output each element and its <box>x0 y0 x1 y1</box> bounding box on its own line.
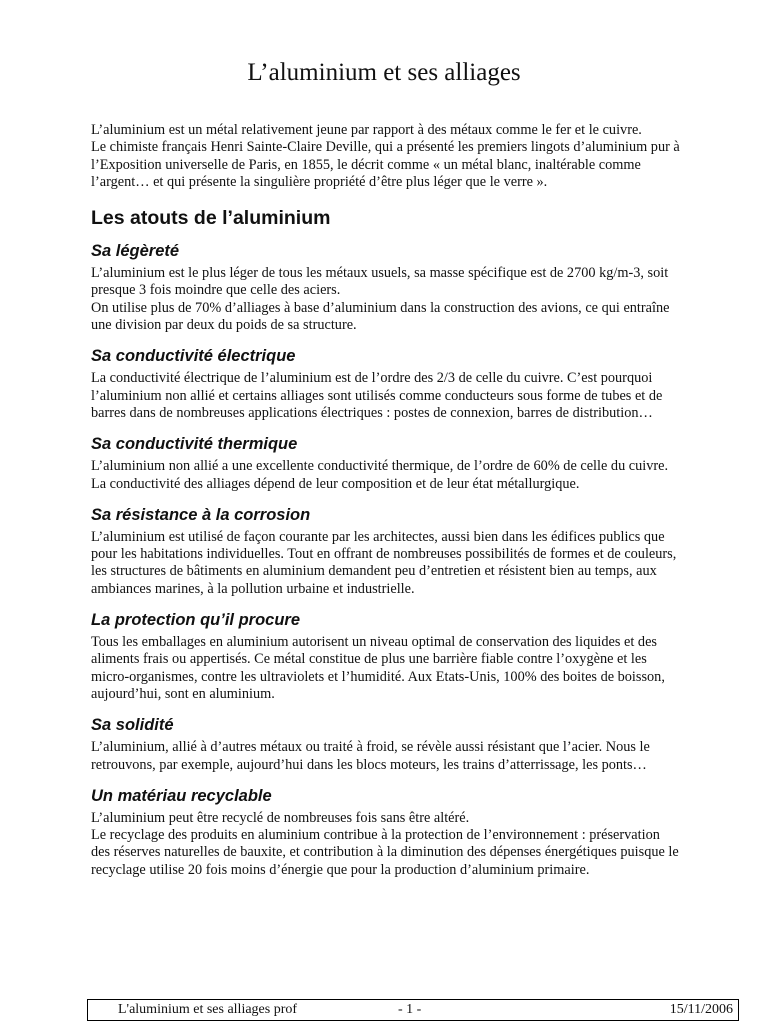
paragraph-line: L’aluminium est utilisé de façon courante par les architectes, aussi bien dans les édifices publics que <box>91 528 665 545</box>
intro-line: l’Exposition universelle de Paris, en 1855, le décrit comme « un métal blanc, inaltérable comme <box>91 156 641 173</box>
paragraph-line: La conductivité des alliages dépend de leur composition et de leur état métallurgique. <box>91 475 580 492</box>
paragraph-line: On utilise plus de 70% d’alliages à base d’aluminium dans la construction des avions, ce qui entraîne <box>91 299 670 316</box>
paragraph-line: pour les habitations individuelles. Tout en offrant de nombreuses possibilités de formes et de couleurs, <box>91 546 677 563</box>
footer-document-name: L'aluminium et ses alliages prof <box>118 1002 298 1017</box>
intro-line: l’argent… et qui présente la singulière propriété d’être plus léger que le verre ». <box>91 173 548 190</box>
section-heading: Sa conductivité thermique <box>91 435 298 454</box>
paragraph-line: L’aluminium est le plus léger de tous les métaux usuels, sa masse spécifique est de 2700 kg/m-3, soit <box>91 265 669 282</box>
section-legerete <box>91 241 741 334</box>
page-title: L’aluminium et ses alliages <box>247 59 521 86</box>
footer-page-number: - 1 - <box>398 1002 422 1017</box>
intro-line: L’aluminium est un métal relativement jeune par rapport à des métaux comme le fer et le cuivre. <box>91 122 642 138</box>
section-heading: Sa conductivité électrique <box>91 347 296 366</box>
footer-date: 15/11/2006 <box>669 1002 733 1017</box>
section-heading: Sa résistance à la corrosion <box>91 505 311 524</box>
intro-paragraph <box>91 122 741 191</box>
section-heading: La protection qu’il procure <box>91 611 301 630</box>
section-paragraph <box>91 370 741 422</box>
paragraph-line: micro-organismes, contre les ultraviolets et l’humidité. Aux Etats-Unis, 100% des boites de boisson, <box>91 668 665 685</box>
section-heading: Sa légèreté <box>91 242 180 261</box>
section-recyclable <box>91 786 741 879</box>
section-paragraph <box>91 739 741 774</box>
document-body <box>91 122 741 879</box>
page-footer <box>87 999 739 1021</box>
paragraph-line: L’aluminium non allié a une excellente conductivité thermique, de l’ordre de 60% de celle du cuivre. <box>91 458 669 475</box>
paragraph-line: des réserves naturelles de bauxite, et contribution à la diminution des dépenses énergétiques puisque le <box>91 844 679 861</box>
paragraph-line: L’aluminium peut être recyclé de nombreuses fois sans être altéré. <box>91 809 470 826</box>
section-paragraph <box>91 810 741 879</box>
paragraph-line: ambiances marines, à la pollution urbaine et industrielle. <box>91 580 415 597</box>
section-resistance-corrosion <box>91 505 741 598</box>
paragraph-line: La conductivité électrique de l’aluminium est de l’ordre des 2/3 de celle du cuivre. C’est pourquoi <box>91 370 653 387</box>
paragraph-line: L’aluminium, allié à d’autres métaux ou traité à froid, se révèle aussi résistant que l’acier. Nous le <box>91 739 650 756</box>
paragraph-line: barres dans de nombreuses applications électriques : postes de connexion, barres de distribution… <box>91 404 653 421</box>
paragraph-line: une division par deux du poids de sa structure. <box>91 317 357 334</box>
section-heading: Sa solidité <box>91 716 174 735</box>
section-solidite <box>91 715 741 774</box>
paragraph-line: les structures de bâtiments en aluminium demandent peu d’entretien et résistent bien au temps, aux <box>91 563 657 580</box>
paragraph-line: aujourd’hui, sont en aluminium. <box>91 685 275 702</box>
main-heading: Les atouts de l’aluminium <box>91 207 331 230</box>
paragraph-line: l’aluminium non allié et certains alliages sont utilisés comme conducteurs sous forme de tubes et de <box>91 387 663 404</box>
paragraph-line: Tous les emballages en aluminium autorisent un niveau optimal de conservation des liquides et des <box>91 634 657 651</box>
section-paragraph <box>91 529 741 598</box>
section-heading: Un matériau recyclable <box>91 786 272 805</box>
paragraph-line: aliments frais ou appertisés. Ce métal constitue de plus une barrière fiable contre l’oxygène et les <box>91 651 647 668</box>
section-protection <box>91 610 741 703</box>
intro-line: Le chimiste français Henri Sainte-Claire Deville, qui a présenté les premiers lingots d’aluminium pur à <box>91 139 680 156</box>
paragraph-line: recyclage utilise 20 fois moins d’énergie que pour la production d’aluminium primaire. <box>91 861 590 878</box>
paragraph-line: retrouvons, par exemple, aujourd’hui dans les blocs moteurs, les trains d’atterrissage, les ponts… <box>91 756 647 773</box>
paragraph-line: Le recyclage des produits en aluminium contribue à la protection de l’environnement : préservation <box>91 827 660 844</box>
section-conductivite-thermique <box>91 434 741 493</box>
section-paragraph <box>91 265 741 334</box>
paragraph-line: presque 3 fois moindre que celle des aciers. <box>91 282 341 299</box>
section-conductivite-electrique <box>91 346 741 422</box>
section-paragraph <box>91 634 741 703</box>
section-paragraph <box>91 458 741 493</box>
